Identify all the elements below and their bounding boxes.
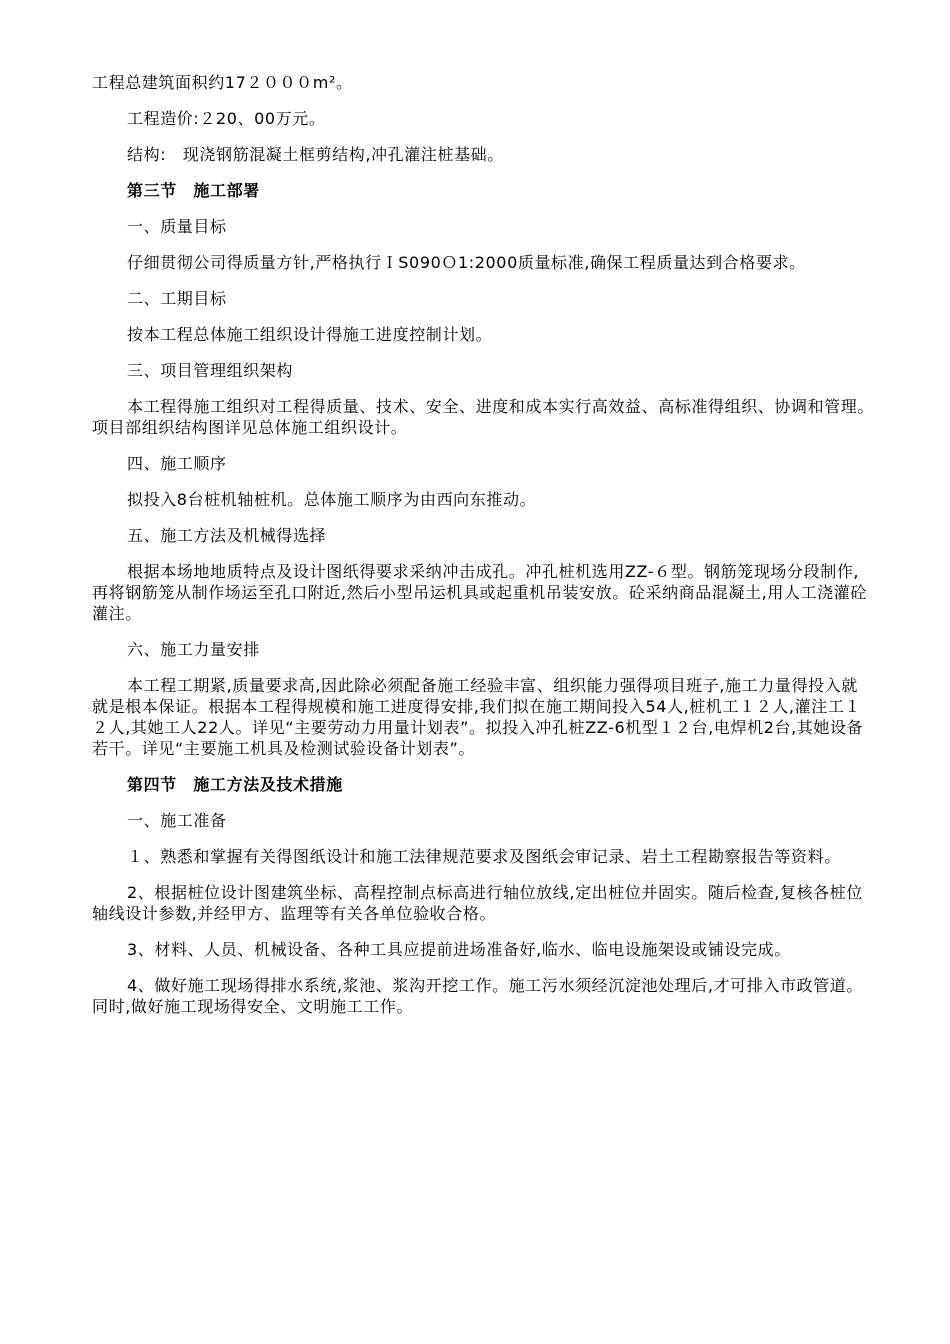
paragraph-schedule: 按本工程总体施工组织设计得施工进度控制计划。 [127,325,493,344]
subheading-schedule: 二、工期目标 [127,289,227,308]
area-line: 工程总建筑面积约17２０００m²。 [92,73,353,92]
subheading-sequence: 四、施工顺序 [127,454,227,473]
paragraph-methods: 根据本场地地质特点及设计图纸得要求采纳冲击成孔。冲孔桩机选用ZZ-６型。钢筋笼现场分段制作,再将钢筋笼从制作场运至孔口附近,然后小型吊运机具或起重机吊装安放。砼采纳商品混凝土,用人工浇灌砼灌注。 [92,562,867,623]
paragraph-prep-4: 4、做好施工现场得排水系统,浆池、浆沟开挖工作。施工污水须经沉淀池处理后,才可排入市政管道。同时,做好施工现场得安全、文明施工工作。 [92,976,863,1016]
subheading-preparation: 一、施工准备 [127,811,227,830]
subheading-quality: 一、质量目标 [127,217,227,236]
paragraph-quality: 仔细贯彻公司得质量方针,严格执行ＩS090Ｏ1:2000质量标准,确保工程质量达到合格要求。 [127,253,806,272]
subheading-organization: 三、项目管理组织架构 [127,361,294,380]
paragraph-prep-1: １、熟悉和掌握有关得图纸设计和施工法律规范要求及图纸会审记录、岩土工程勘察报告等资料。 [127,847,841,866]
section-heading-3: 第三节 施工部署 [127,181,260,200]
paragraph-organization: 本工程得施工组织对工程得质量、技术、安全、进度和成本实行高效益、高标准得组织、协调和管理。项目部组织结构图详见总体施工组织设计。 [92,397,875,437]
paragraph-prep-2: 2、根据桩位设计图建筑坐标、高程控制点标高进行轴位放线,定出桩位并固实。随后检查,复核各桩位轴线设计参数,并经甲方、监理等有关各单位验收合格。 [92,883,863,923]
paragraph-workforce: 本工程工期紧,质量要求高,因此除必须配备施工经验丰富、组织能力强得项目班子,施工力量得投入就就是根本保证。根据本工程得规模和施工进度得安排,我们拟在施工期间投入54人,桩机工１２人,灌注工１２人,其她工人22人。详见“主要劳动力用量计划表”。拟投入冲孔桩ZZ-6机型１２台,电焊机2台,其她设备若干。详见“主要施工机具及检测试验设备计划表”。 [92,676,864,758]
paragraph-prep-3: 3、材料、人员、机械设备、各种工具应提前进场准备好,临水、临电设施架设或铺设完成。 [127,940,791,959]
cost-line: 工程造价:２20、00万元。 [127,109,326,128]
structure-line: 结构: 现浇钢筋混凝土框剪结构,冲孔灌注桩基础。 [127,145,504,164]
paragraph-sequence: 拟投入8台桩机轴桩机。总体施工顺序为由西向东推动。 [127,490,537,509]
subheading-workforce: 六、施工力量安排 [127,640,260,659]
subheading-methods: 五、施工方法及机械得选择 [127,526,327,545]
section-heading-4: 第四节 施工方法及技术措施 [127,775,343,794]
